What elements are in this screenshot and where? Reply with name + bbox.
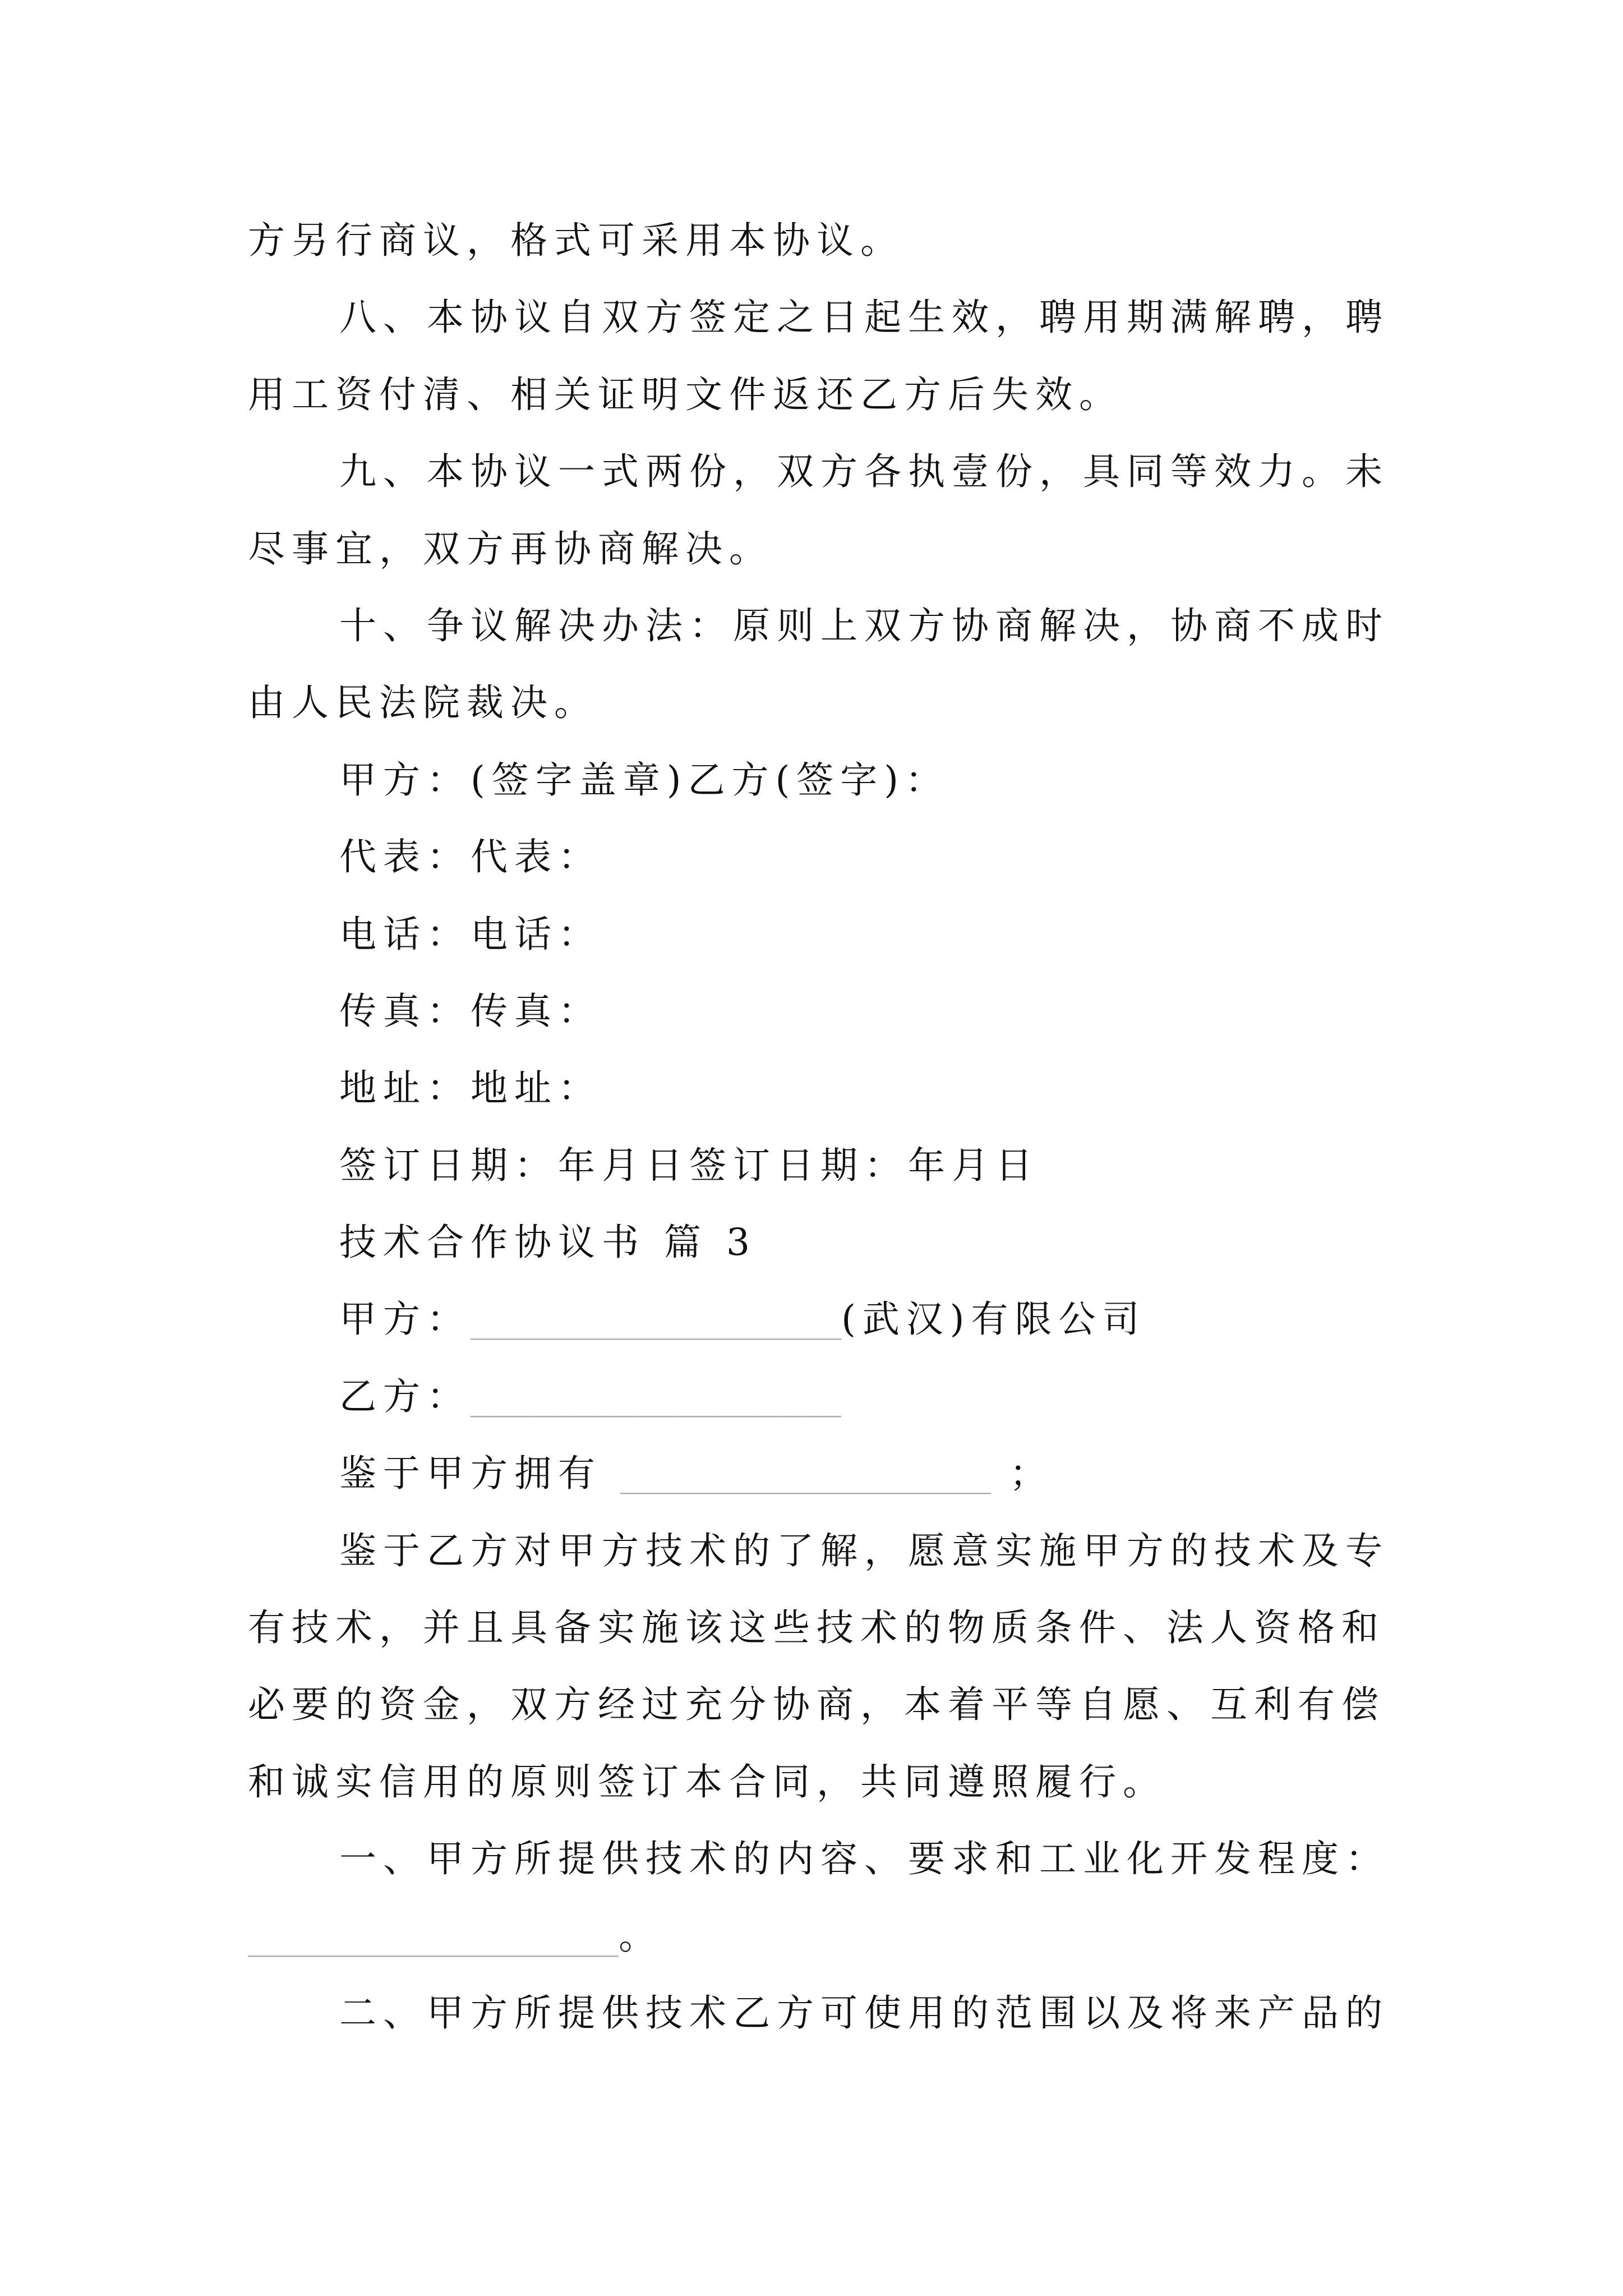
clause-10-line — [248, 587, 1482, 664]
line-text: 必要的资金，双方经过充分协商，本着平等自愿、互利有偿 — [248, 1683, 1385, 1727]
paragraph-line — [248, 356, 1482, 433]
line-text: 甲方： — [339, 1297, 471, 1341]
line-text: 十、争议解决办法：原则上双方协商解决，协商不成时 — [339, 604, 1389, 647]
line-text: 甲方：(签字盖章)乙方(签字)： — [339, 758, 949, 802]
line-text: 电话：电话： — [339, 912, 602, 956]
section-heading-text: 技术合作协议书 篇 3 — [339, 1221, 757, 1264]
line-text: 传真：传真： — [339, 989, 602, 1033]
line-text: 尽事宜，双方再协商解决。 — [248, 527, 773, 570]
line-text: 一、甲方所提供技术的内容、要求和工业化开发程度： — [339, 1837, 1389, 1881]
clause-9-line — [248, 433, 1482, 510]
address-line — [248, 1050, 1482, 1126]
line-text: 用工资付清、相关证明文件返还乙方后失效。 — [248, 372, 1123, 416]
paragraph-line — [248, 510, 1482, 587]
line-text: 。 — [619, 1914, 663, 1958]
article-2-line — [248, 1975, 1482, 2051]
blank-field: __________________ — [471, 1300, 842, 1341]
line-text: 九、本协议一式两份，双方各执壹份，具同等效力。未 — [339, 450, 1389, 494]
line-text: 和诚实信用的原则签订本合同，共同遵照履行。 — [248, 1760, 1166, 1803]
line-text: ； — [991, 1452, 1054, 1496]
signature-party-line — [248, 742, 1482, 818]
fax-line — [248, 973, 1482, 1050]
paragraph-line — [248, 1589, 1482, 1666]
article-1-line — [248, 1820, 1482, 1897]
party-b-line — [248, 1358, 1482, 1435]
section-heading — [248, 1204, 1482, 1281]
signing-date-line — [248, 1127, 1482, 1204]
line-text: 乙方： — [339, 1374, 471, 1418]
line-text: 方另行商议，格式可采用本协议。 — [248, 219, 904, 262]
phone-line — [248, 896, 1482, 973]
line-text: 鉴于甲方拥有 — [339, 1452, 620, 1496]
paragraph-line — [248, 1743, 1482, 1820]
blank-field: __________________ — [620, 1455, 992, 1495]
party-a-line — [248, 1281, 1482, 1358]
line-text: 代表：代表： — [339, 835, 602, 879]
line-text: 八、本协议自双方签定之日起生效，聘用期满解聘，聘 — [339, 296, 1389, 339]
paragraph-line — [248, 1666, 1482, 1743]
whereas-b-line — [248, 1512, 1482, 1589]
line-text: (武汉)有限公司 — [841, 1297, 1146, 1341]
paragraph-line — [248, 202, 1482, 279]
whereas-a-line — [248, 1435, 1482, 1512]
line-text: 签订日期：年月日签订日期：年月日 — [339, 1143, 1039, 1187]
line-text: 鉴于乙方对甲方技术的了解，愿意实施甲方的技术及专 — [339, 1529, 1389, 1572]
line-text: 由人民法院裁决。 — [248, 681, 598, 725]
paragraph-line — [248, 664, 1482, 741]
blank-field: __________________ — [471, 1377, 842, 1418]
article-1-blank-line — [248, 1898, 1482, 1975]
line-text: 有技术，并且具备实施该这些技术的物质条件、法人资格和 — [248, 1606, 1385, 1650]
line-text: 二、甲方所提供技术乙方可使用的范围以及将来产品的 — [339, 1991, 1389, 2035]
representative-line — [248, 818, 1482, 895]
blank-field: __________________ — [248, 1917, 619, 1957]
clause-8-line — [248, 279, 1482, 356]
document-body — [248, 202, 1482, 2051]
line-text: 地址：地址： — [339, 1066, 602, 1110]
